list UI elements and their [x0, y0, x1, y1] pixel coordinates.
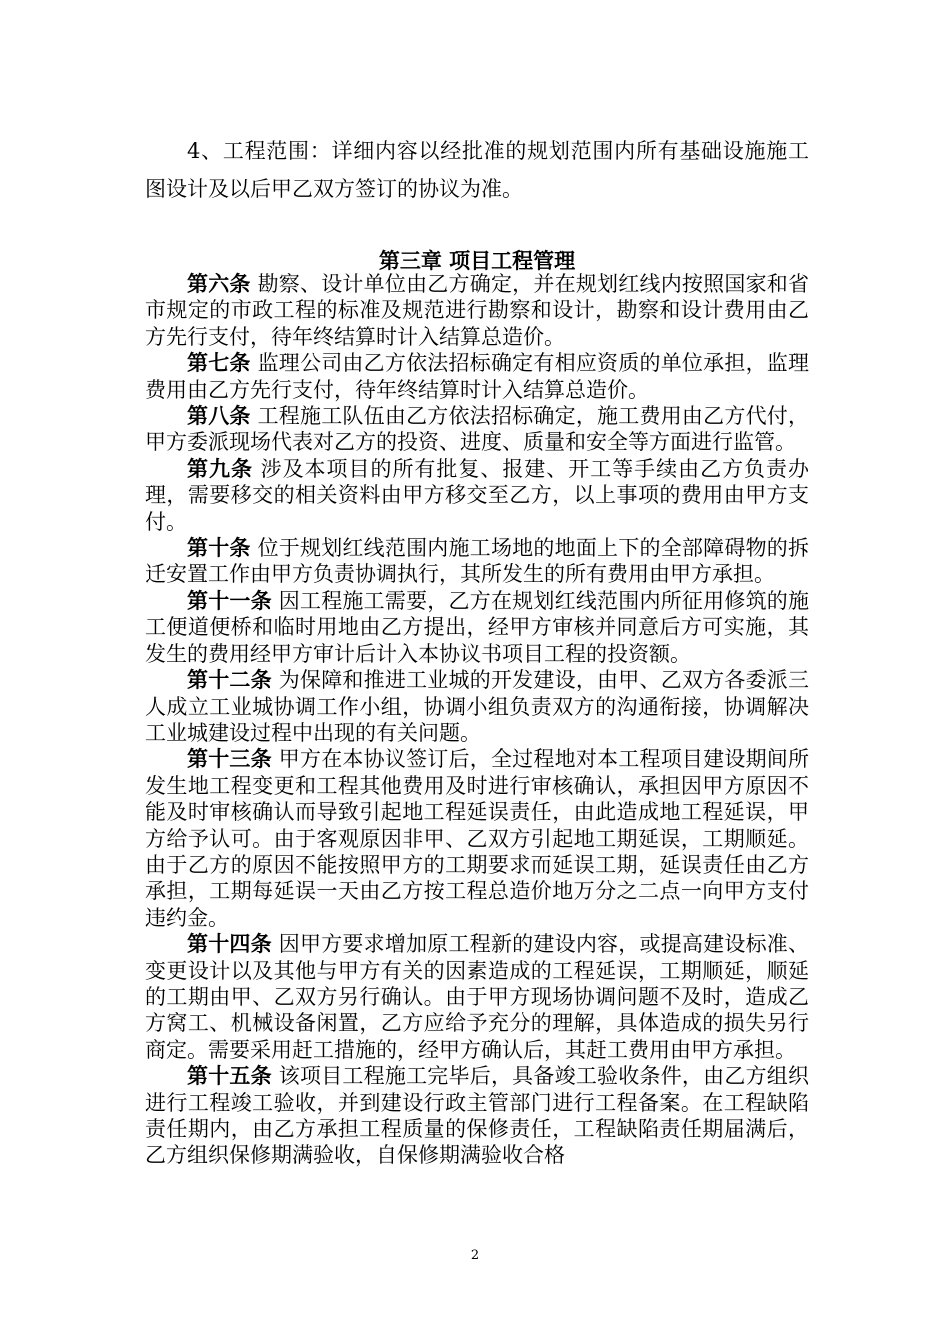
article-list [145, 271, 809, 1169]
article-number: 第十五条 [187, 1063, 272, 1089]
article-number: 第八条 [187, 403, 251, 429]
article-text: 监理公司由乙方依法招标确定有相应资质的单位承担，监理费用由乙方先行支付，待年终结算时计入结算总造价。 [145, 351, 810, 402]
article-text: 工程施工队伍由乙方依法招标确定，施工费用由乙方代付，甲方委派现场代表对乙方的投资、进度、质量和安全等方面进行监管。 [145, 404, 810, 455]
article-number: 第十一条 [187, 587, 272, 613]
article-text: 甲方在本协议签订后，全过程地对本工程项目建设期间所发生地工程变更和工程其他费用及时进行审核确认，承担因甲方原因不能及时审核确认而导致引起地工程延误责任，由此造成地工程延误，甲方给予认可。由于客观原因非甲、乙双方引起地工期延误，工期顺延。由于乙方的原因不能按照甲方的工期要求而延误工期，延误责任由乙方承担，工期每延误一天由乙方按工程总造价地万分之二点一向甲方支付违约金。 [145, 747, 810, 930]
article-15 [145, 1063, 809, 1169]
article-number: 第九条 [187, 455, 253, 481]
article-6 [145, 271, 809, 350]
article-text: 位于规划红线范围内施工场地的地面上下的全部障碍物的拆迁安置工作由甲方负责协调执行，其所发生的所有费用由甲方承担。 [145, 536, 810, 587]
article-text: 勘察、设计单位由乙方确定，并在规划红线内按照国家和省市规定的市政工程的标准及规范进行勘察和设计，勘察和设计费用由乙方先行支付，待年终结算时计入结算总造价。 [145, 272, 810, 349]
page-number: 2 [470, 1248, 480, 1263]
article-13 [145, 746, 809, 931]
article-number: 第十二条 [187, 667, 272, 693]
chapter-title: 第三章 项目工程管理 [378, 248, 576, 273]
article-number: 第十条 [187, 535, 251, 561]
article-10 [145, 535, 809, 588]
article-text: 因工程施工需要，乙方在规划红线范围内所征用修筑的施工便道便桥和临时用地由乙方提出，经甲方审核并同意后方可实施，其发生的费用经甲方审计后计入本协议书项目工程的投资额。 [145, 588, 810, 666]
article-number: 第六条 [187, 271, 251, 296]
article-text: 涉及本项目的所有批复、报建、开工等手续由乙方负责办理，需要移交的相关资料由甲方移交至乙方，以上事项的费用由甲方支付。 [145, 456, 810, 534]
article-7 [145, 350, 809, 403]
article-8 [145, 403, 809, 456]
article-number: 第十三条 [187, 746, 272, 772]
article-text: 该项目工程施工完毕后，具备竣工验收条件，由乙方组织进行工程竣工验收，并到建设行政主管部门进行工程备案。在工程缺陷责任期内，由乙方承担工程质量的保修责任，工程缺陷责任期届满后，乙方组织保修期满验收，自保修期满验收合格 [145, 1064, 810, 1168]
article-number: 第十四条 [187, 931, 272, 957]
scope-paragraph: 4、工程范围：详细内容以经批准的规划范围内所有基础设施施工图设计及以后甲乙双方签订的协议为准。 [145, 139, 809, 201]
article-11 [145, 588, 809, 667]
article-text: 为保障和推进工业城的开发建设，由甲、乙双方各委派三人成立工业城协调工作小组，协调小组负责双方的沟通衔接，协调解决工业城建设过程中出现的有关问题。 [145, 668, 810, 745]
article-9 [145, 456, 809, 535]
article-12 [145, 667, 809, 746]
article-text: 因甲方要求增加原工程新的建设内容，或提高建设标准、变更设计以及其他与甲方有关的因素造成的工程延误，工期顺延，顺延的工期由甲、乙双方另行确认。由于甲方现场协调问题不及时，造成乙方窝工、机械设备闲置，乙方应给予充分的理解，具体造成的损失另行商定。需要采用赶工措施的，经甲方确认后，其赶工费用由甲方承担。 [145, 932, 810, 1062]
article-14 [145, 931, 809, 1063]
article-number: 第七条 [187, 350, 251, 376]
